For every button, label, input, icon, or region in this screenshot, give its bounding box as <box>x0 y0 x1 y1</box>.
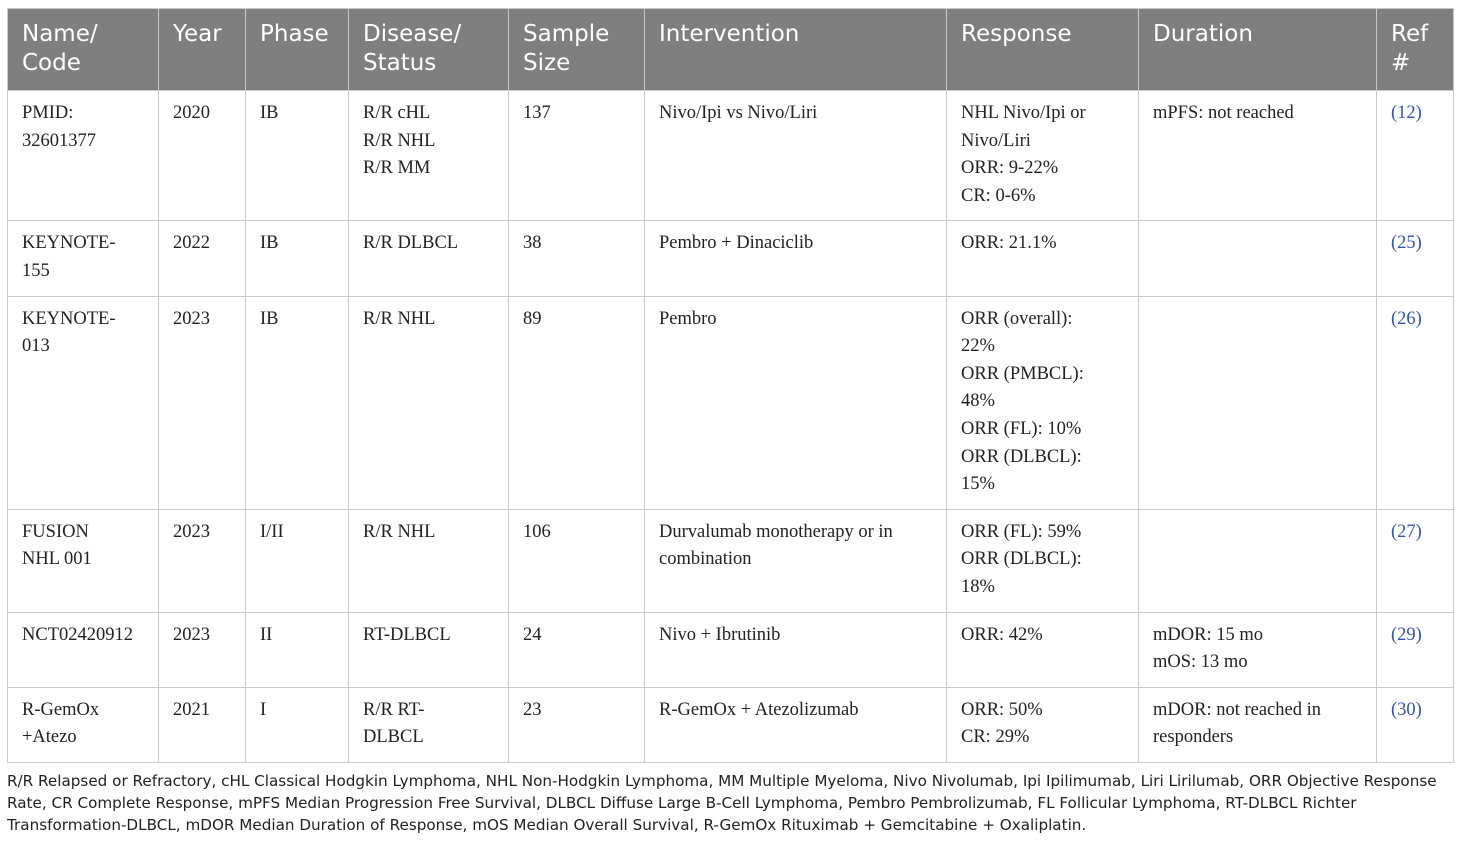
cell-phase: I <box>246 687 349 762</box>
ref-link[interactable]: (26) <box>1377 296 1454 509</box>
cell-intervention: Nivo + Ibrutinib <box>645 612 947 687</box>
cell-response: ORR (overall): 22% ORR (PMBCL): 48% ORR (FL): 10% ORR (DLBCL): 15% <box>947 296 1139 509</box>
cell-disease-status: RT-DLBCL <box>349 612 509 687</box>
cell-sample-size: 23 <box>509 687 645 762</box>
cell-duration <box>1139 221 1377 296</box>
header-row <box>8 9 1454 91</box>
header-intervention: Intervention <box>645 9 947 91</box>
cell-response: ORR: 42% <box>947 612 1139 687</box>
cell-intervention: Nivo/Ipi vs Nivo/Liri <box>645 91 947 221</box>
cell-duration: mDOR: 15 mo mOS: 13 mo <box>1139 612 1377 687</box>
cell-year: 2023 <box>159 296 246 509</box>
cell-response: ORR: 21.1% <box>947 221 1139 296</box>
table-row <box>8 91 1454 221</box>
table-row <box>8 612 1454 687</box>
cell-year: 2020 <box>159 91 246 221</box>
cell-duration <box>1139 296 1377 509</box>
header-name-code: Name/ Code <box>8 9 159 91</box>
table-row <box>8 509 1454 612</box>
clinical-trials-table <box>7 8 1454 763</box>
cell-phase: IB <box>246 296 349 509</box>
cell-year: 2023 <box>159 612 246 687</box>
cell-phase: IB <box>246 91 349 221</box>
table-row <box>8 687 1454 762</box>
header-disease-status: Disease/ Status <box>349 9 509 91</box>
cell-sample-size: 89 <box>509 296 645 509</box>
cell-disease-status: R/R cHL R/R NHL R/R MM <box>349 91 509 221</box>
table-footnote: R/R Relapsed or Refractory, cHL Classical Hodgkin Lymphoma, NHL Non-Hodgkin Lymphoma, MM Multiple Myeloma, Nivo Nivolumab, Ipi Ipilimumab, Liri Lirilumab, ORR Objective Response Rate, CR Complete Response, mPFS Median Progression Free Survival, DLBCL Diffuse Large B-Cell Lymphoma, Pembro Pembrolizumab, FL Follicular Lymphoma, RT-DLBCL Richter Transformation-DLBCL, mDOR Median Duration of Response, mOS Median Overall Survival, R-GemOx Rituximab + Gemcitabine + Oxaliplatin. <box>7 772 1437 834</box>
ref-link[interactable]: (29) <box>1377 612 1454 687</box>
cell-year: 2022 <box>159 221 246 296</box>
header-sample-size: Sample Size <box>509 9 645 91</box>
cell-intervention: R-GemOx + Atezolizumab <box>645 687 947 762</box>
cell-name-code: KEYNOTE- 155 <box>8 221 159 296</box>
ref-link[interactable]: (25) <box>1377 221 1454 296</box>
cell-disease-status: R/R NHL <box>349 296 509 509</box>
cell-disease-status: R/R DLBCL <box>349 221 509 296</box>
cell-duration <box>1139 509 1377 612</box>
cell-intervention: Pembro <box>645 296 947 509</box>
cell-phase: I/II <box>246 509 349 612</box>
table-row <box>8 221 1454 296</box>
trials-table-container <box>7 8 1453 763</box>
cell-sample-size: 38 <box>509 221 645 296</box>
cell-duration: mPFS: not reached <box>1139 91 1377 221</box>
cell-intervention: Durvalumab monotherapy or in combination <box>645 509 947 612</box>
cell-response: ORR: 50% CR: 29% <box>947 687 1139 762</box>
header-duration: Duration <box>1139 9 1377 91</box>
cell-intervention: Pembro + Dinaciclib <box>645 221 947 296</box>
cell-disease-status: R/R NHL <box>349 509 509 612</box>
cell-sample-size: 24 <box>509 612 645 687</box>
ref-link[interactable]: (12) <box>1377 91 1454 221</box>
cell-phase: II <box>246 612 349 687</box>
cell-name-code: FUSION NHL 001 <box>8 509 159 612</box>
ref-link[interactable]: (30) <box>1377 687 1454 762</box>
cell-name-code: R-GemOx +Atezo <box>8 687 159 762</box>
cell-year: 2023 <box>159 509 246 612</box>
table-row <box>8 296 1454 509</box>
cell-name-code: KEYNOTE- 013 <box>8 296 159 509</box>
cell-year: 2021 <box>159 687 246 762</box>
header-phase: Phase <box>246 9 349 91</box>
cell-response: ORR (FL): 59% ORR (DLBCL): 18% <box>947 509 1139 612</box>
cell-response: NHL Nivo/Ipi or Nivo/Liri ORR: 9-22% CR: 0-6% <box>947 91 1139 221</box>
cell-name-code: PMID: 32601377 <box>8 91 159 221</box>
cell-sample-size: 137 <box>509 91 645 221</box>
header-response: Response <box>947 9 1139 91</box>
cell-name-code: NCT02420912 <box>8 612 159 687</box>
header-ref: Ref # <box>1377 9 1454 91</box>
cell-phase: IB <box>246 221 349 296</box>
cell-duration: mDOR: not reached in responders <box>1139 687 1377 762</box>
cell-disease-status: R/R RT- DLBCL <box>349 687 509 762</box>
header-year: Year <box>159 9 246 91</box>
cell-sample-size: 106 <box>509 509 645 612</box>
ref-link[interactable]: (27) <box>1377 509 1454 612</box>
